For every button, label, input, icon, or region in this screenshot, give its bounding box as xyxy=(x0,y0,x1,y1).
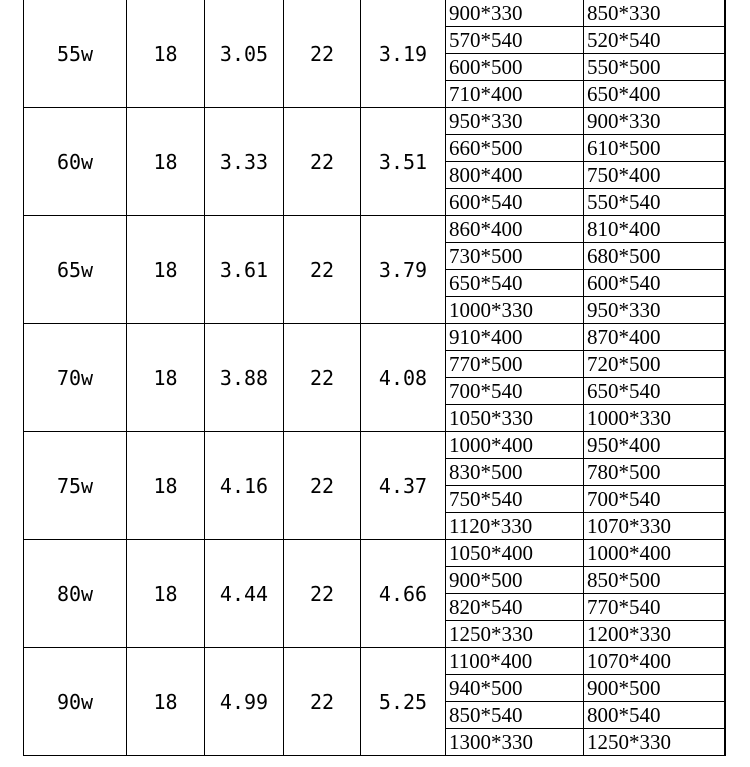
size-b-cell: 950*330 xyxy=(584,297,725,324)
size-a-cell: 1050*330 xyxy=(446,405,584,432)
size-a-cell: 900*500 xyxy=(446,567,584,594)
size-b-cell: 950*400 xyxy=(584,432,725,459)
size-b-cell: 810*400 xyxy=(584,216,725,243)
size-b-cell: 850*500 xyxy=(584,567,725,594)
value-d-cell: 3.19 xyxy=(361,0,446,108)
size-b-cell: 750*400 xyxy=(584,162,725,189)
size-b-cell: 900*330 xyxy=(584,108,725,135)
value-c-cell: 22 xyxy=(284,216,361,324)
size-a-cell: 1000*330 xyxy=(446,297,584,324)
size-a-cell: 850*540 xyxy=(446,702,584,729)
size-b-cell: 1070*400 xyxy=(584,648,725,675)
size-a-cell: 1120*330 xyxy=(446,513,584,540)
size-a-cell: 570*540 xyxy=(446,27,584,54)
power-cell: 75w xyxy=(24,432,127,540)
size-a-cell: 600*500 xyxy=(446,54,584,81)
spec-table xyxy=(23,0,726,756)
size-a-cell: 940*500 xyxy=(446,675,584,702)
value-d-cell: 5.25 xyxy=(361,648,446,756)
size-a-cell: 1100*400 xyxy=(446,648,584,675)
value-b-cell: 4.16 xyxy=(205,432,284,540)
size-b-cell: 650*540 xyxy=(584,378,725,405)
size-a-cell: 1250*330 xyxy=(446,621,584,648)
table-row xyxy=(24,324,725,351)
size-a-cell: 1050*400 xyxy=(446,540,584,567)
size-b-cell: 780*500 xyxy=(584,459,725,486)
value-c-cell: 22 xyxy=(284,540,361,648)
size-a-cell: 1000*400 xyxy=(446,432,584,459)
size-b-cell: 1000*400 xyxy=(584,540,725,567)
size-b-cell: 700*540 xyxy=(584,486,725,513)
size-b-cell: 770*540 xyxy=(584,594,725,621)
power-cell: 80w xyxy=(24,540,127,648)
value-c-cell: 22 xyxy=(284,432,361,540)
table-row xyxy=(24,648,725,675)
size-b-cell: 550*500 xyxy=(584,54,725,81)
size-b-cell: 800*540 xyxy=(584,702,725,729)
size-b-cell: 650*400 xyxy=(584,81,725,108)
value-a-cell: 18 xyxy=(127,540,205,648)
table-row xyxy=(24,216,725,243)
value-a-cell: 18 xyxy=(127,0,205,108)
size-a-cell: 900*330 xyxy=(446,0,584,27)
value-c-cell: 22 xyxy=(284,0,361,108)
value-a-cell: 18 xyxy=(127,324,205,432)
size-b-cell: 520*540 xyxy=(584,27,725,54)
value-a-cell: 18 xyxy=(127,108,205,216)
power-cell: 55w xyxy=(24,0,127,108)
size-b-cell: 1200*330 xyxy=(584,621,725,648)
size-a-cell: 770*500 xyxy=(446,351,584,378)
value-d-cell: 4.08 xyxy=(361,324,446,432)
size-b-cell: 870*400 xyxy=(584,324,725,351)
size-a-cell: 730*500 xyxy=(446,243,584,270)
value-b-cell: 4.99 xyxy=(205,648,284,756)
value-c-cell: 22 xyxy=(284,108,361,216)
size-b-cell: 1250*330 xyxy=(584,729,725,756)
size-b-cell: 850*330 xyxy=(584,0,725,27)
table-row xyxy=(24,540,725,567)
table-row xyxy=(24,108,725,135)
size-b-cell: 550*540 xyxy=(584,189,725,216)
value-c-cell: 22 xyxy=(284,324,361,432)
size-a-cell: 650*540 xyxy=(446,270,584,297)
table-row xyxy=(24,0,725,27)
size-a-cell: 820*540 xyxy=(446,594,584,621)
power-cell: 90w xyxy=(24,648,127,756)
size-a-cell: 860*400 xyxy=(446,216,584,243)
size-b-cell: 720*500 xyxy=(584,351,725,378)
value-a-cell: 18 xyxy=(127,432,205,540)
size-a-cell: 700*540 xyxy=(446,378,584,405)
size-b-cell: 600*540 xyxy=(584,270,725,297)
size-a-cell: 910*400 xyxy=(446,324,584,351)
size-a-cell: 800*400 xyxy=(446,162,584,189)
power-cell: 65w xyxy=(24,216,127,324)
size-a-cell: 830*500 xyxy=(446,459,584,486)
value-c-cell: 22 xyxy=(284,648,361,756)
value-d-cell: 4.66 xyxy=(361,540,446,648)
value-d-cell: 3.79 xyxy=(361,216,446,324)
power-cell: 70w xyxy=(24,324,127,432)
value-d-cell: 3.51 xyxy=(361,108,446,216)
size-a-cell: 600*540 xyxy=(446,189,584,216)
size-b-cell: 680*500 xyxy=(584,243,725,270)
size-a-cell: 710*400 xyxy=(446,81,584,108)
size-b-cell: 1000*330 xyxy=(584,405,725,432)
value-b-cell: 3.61 xyxy=(205,216,284,324)
value-b-cell: 4.44 xyxy=(205,540,284,648)
value-b-cell: 3.33 xyxy=(205,108,284,216)
size-a-cell: 750*540 xyxy=(446,486,584,513)
value-a-cell: 18 xyxy=(127,216,205,324)
value-a-cell: 18 xyxy=(127,648,205,756)
size-a-cell: 660*500 xyxy=(446,135,584,162)
size-b-cell: 900*500 xyxy=(584,675,725,702)
value-d-cell: 4.37 xyxy=(361,432,446,540)
size-b-cell: 610*500 xyxy=(584,135,725,162)
table-row xyxy=(24,432,725,459)
size-a-cell: 950*330 xyxy=(446,108,584,135)
value-b-cell: 3.05 xyxy=(205,0,284,108)
power-cell: 60w xyxy=(24,108,127,216)
spec-table-body xyxy=(24,0,725,756)
size-a-cell: 1300*330 xyxy=(446,729,584,756)
size-b-cell: 1070*330 xyxy=(584,513,725,540)
value-b-cell: 3.88 xyxy=(205,324,284,432)
